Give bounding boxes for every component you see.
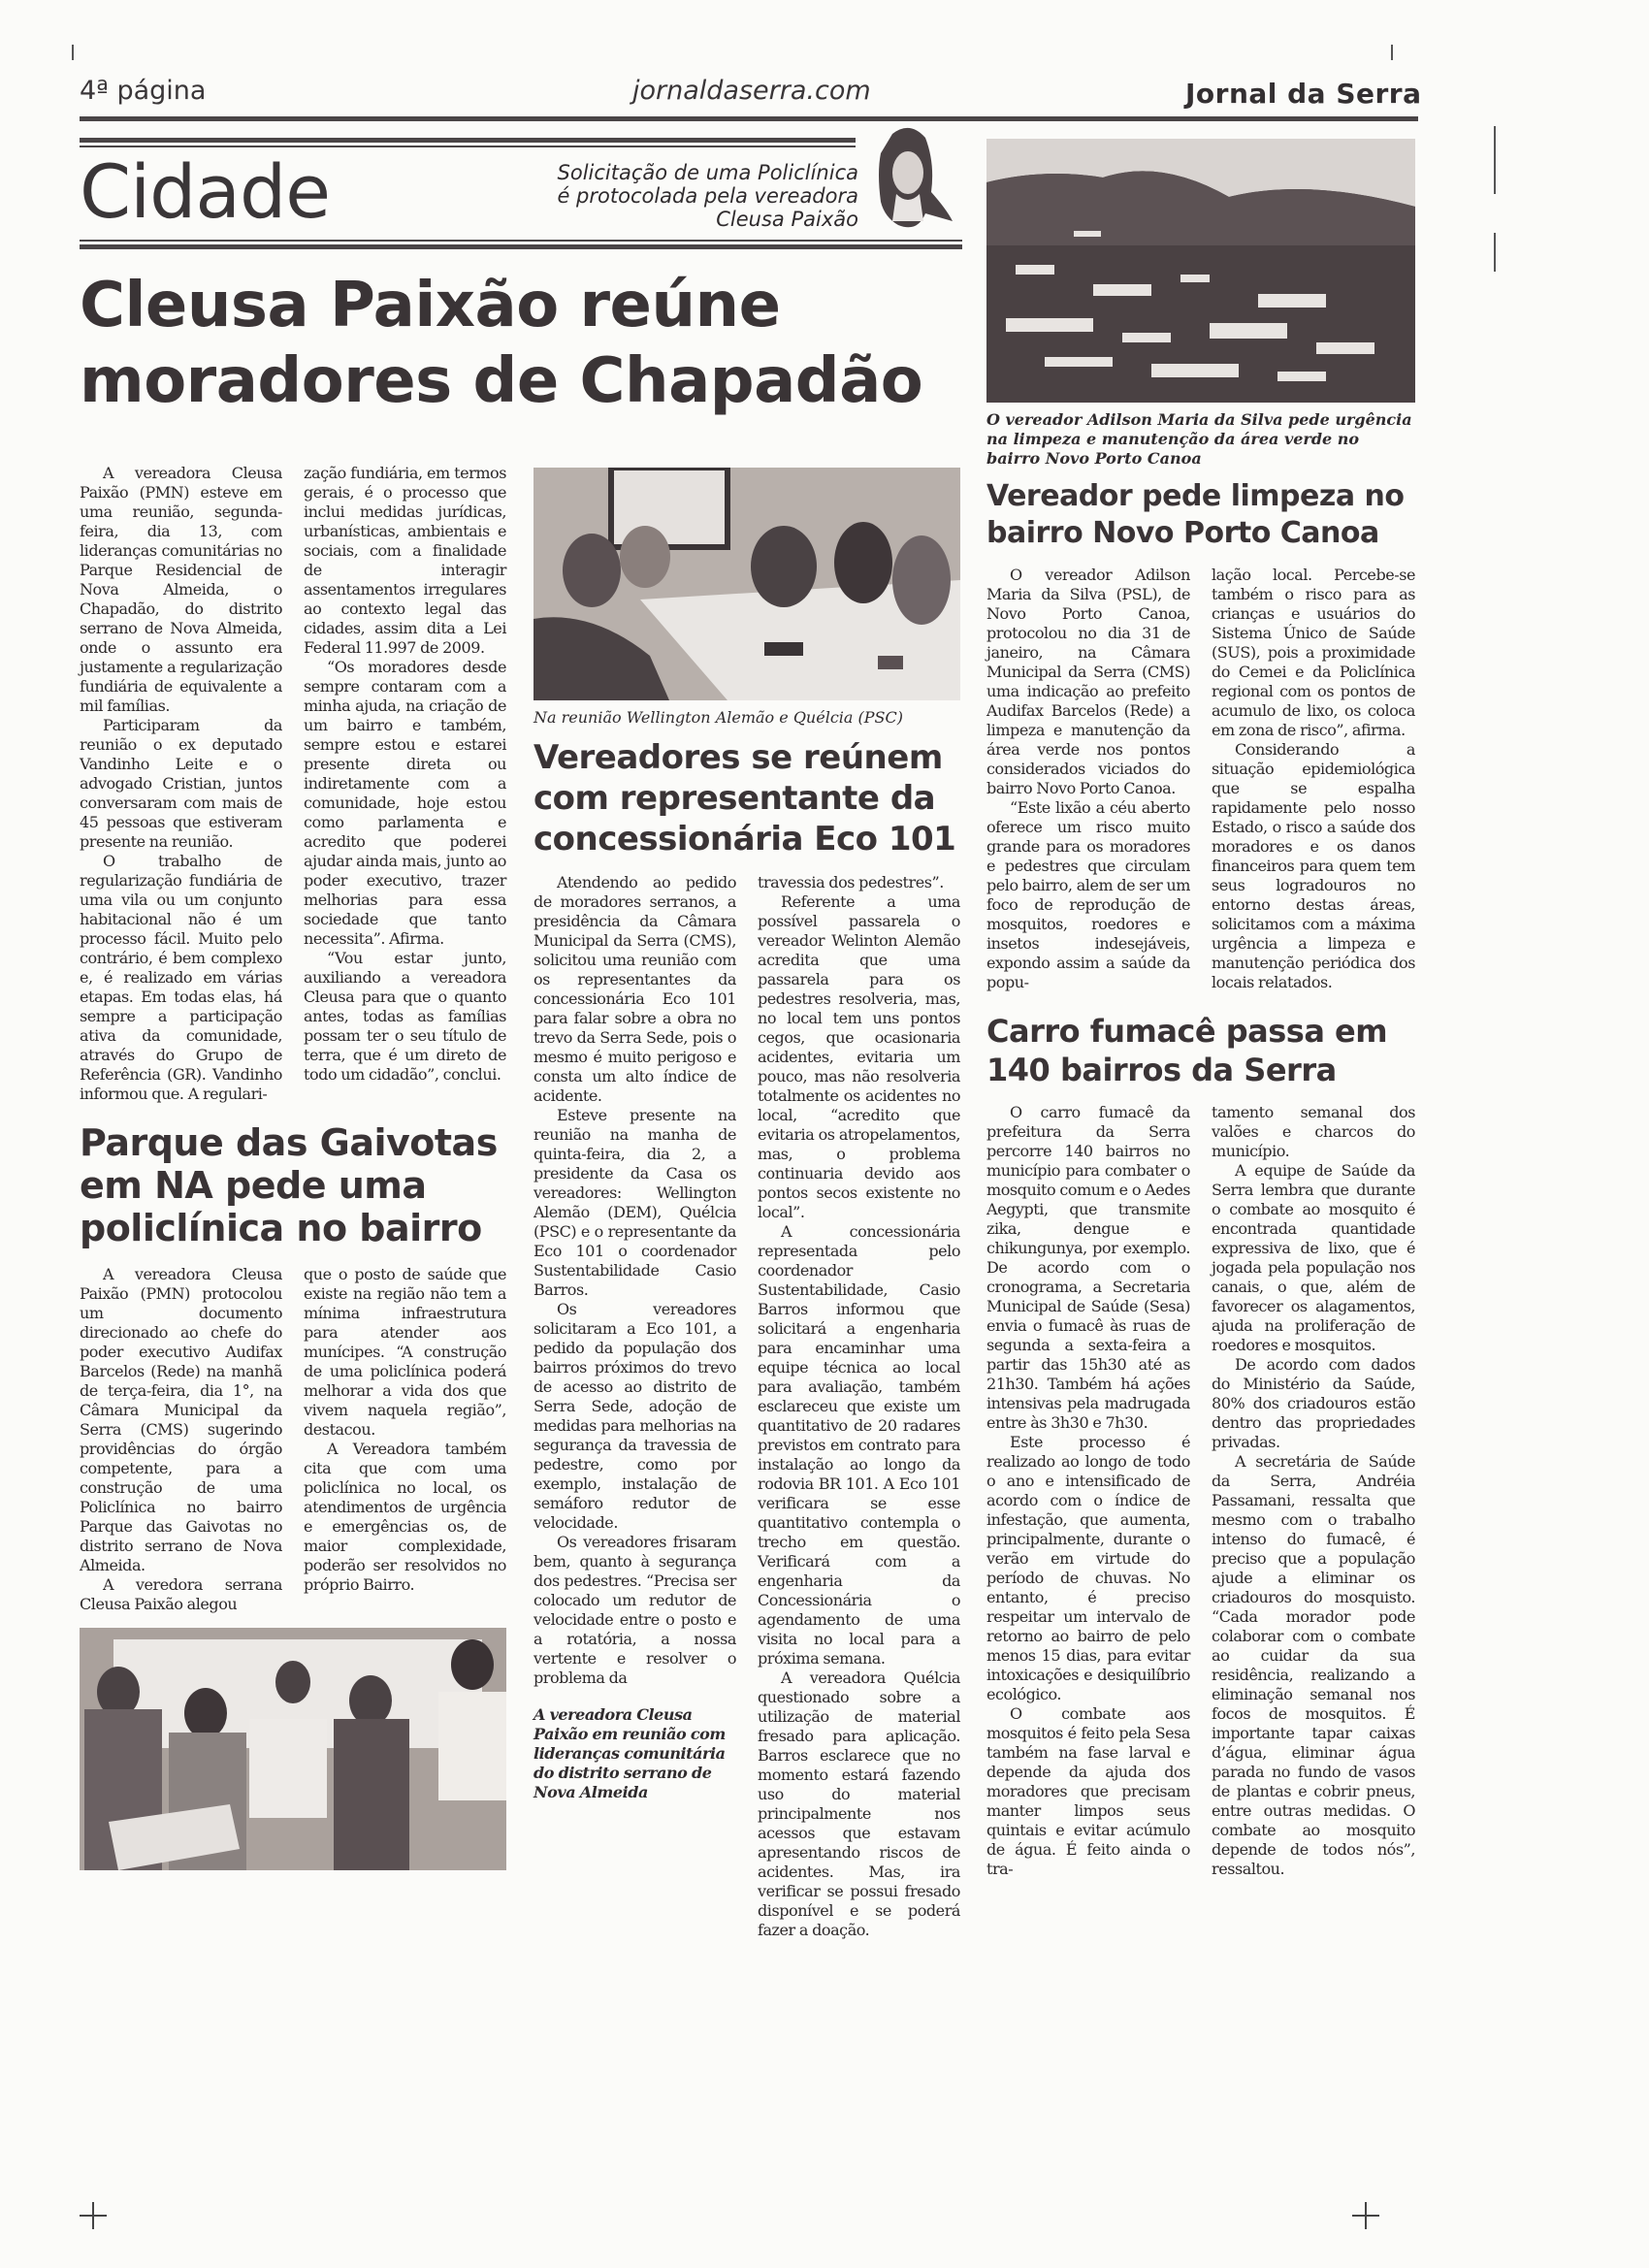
photo-caption: Na reunião Wellington Alemão e Quélcia (PSC) xyxy=(534,708,903,727)
portrait-thumbnail xyxy=(863,124,956,237)
photo-meeting-eco101 xyxy=(534,468,960,700)
article-eco101-col2 xyxy=(758,873,960,1940)
paragraph: Os vereadores frisaram bem, quanto à segurança dos pedestres. “Precisa ser colocado um redutor de velocidade entre o posto e a rotatória, a nossa vertente e resolver o problema da xyxy=(534,1533,736,1687)
crop-mark-icon xyxy=(1352,2202,1379,2229)
article-gaivotas-body xyxy=(80,1265,506,1614)
right-stack xyxy=(986,139,1415,1879)
headline-line: Cleusa Paixão reúne xyxy=(80,270,781,341)
registration-tick xyxy=(1494,126,1496,194)
paragraph: tamento semanal dos valões e charcos do município. xyxy=(1212,1103,1415,1160)
article-porto-canoa-col2 xyxy=(1212,566,1415,992)
photo-caption: O vereador Adilson Maria da Silva pede urgência na limpeza e manutenção da área verde no bairro Novo Porto Canoa xyxy=(986,410,1412,468)
middle-stack xyxy=(534,468,960,1940)
article-gaivotas-col2 xyxy=(304,1265,506,1595)
paragraph: A equipe de Saúde da Serra lembra que durante o combate ao mosquito é encontrada quantidade expressiva de lixo, que é jogada pela população nos canais, o que, além de favorecer os alagamentos, ajuda na proliferação de roedores e mosquitos. xyxy=(1212,1161,1415,1354)
headline-fumace[interactable] xyxy=(986,1012,1415,1089)
headline-line: moradores de Chapadão xyxy=(80,345,923,417)
paragraph: Participaram da reunião o ex deputado Vandinho Leite e o advogado Cristian, juntos conversaram com mais de 45 pessoas que estiveram presente na reunião. xyxy=(80,716,282,851)
section-rule-bottom xyxy=(80,244,962,249)
article-gaivotas-col1 xyxy=(80,1265,282,1614)
paragraph: Os vereadores solicitaram a Eco 101, a pedido da população dos bairros próximos do trevo de acesso ao distrito de Serra Sede, adoção de medidas para melhorias na segurança da travessia de pedestre, como por exemplo, instalação de semáforo redutor de velocidade. xyxy=(534,1300,736,1532)
headline-chapadao[interactable] xyxy=(80,268,972,419)
article-chapadao-col2 xyxy=(304,464,506,1085)
paragraph: A vereadora Quélcia questionado sobre a utilização de material fresado para aplicação. Barros esclarece que no momento estará fazendo uso do material principalmente nos acessos que estavam apresentando riscos de acidentes. Mas, ira verificar se possui fresado disponível e se poderá fazer a doação. xyxy=(758,1669,960,1939)
article-porto-canoa-col1 xyxy=(986,566,1190,992)
paragraph: Referente a uma possível passarela o vereador Welinton Alemão acredita que uma passarela para os pedestres resolveria, mas, no local tem uns pontos cegos, que ocasionaria acidentes, evitaria um pouco, mas não resolveria totalmente os acidentes no local, “acredito que evitaria os atropelamentos, mas, o problema continuaria devido aos pontos secos existente no local”. xyxy=(758,892,960,1221)
paragraph: “Vou estar junto, auxiliando a vereadora Cleusa para que o quanto antes, todas as famílias possam ter o seu título de terra, que é um direto de todo um cidadão”, conclui. xyxy=(304,949,506,1084)
page-number: 4ª página xyxy=(80,76,207,106)
teaser-line: é protocolada pela vereadora xyxy=(557,184,858,208)
paragraph: A Vereadora também cita que com uma policlínica no local, os atendimentos de urgência e emergências os, de maior complexidade, poderão ser resolvidos no próprio Bairro. xyxy=(304,1440,506,1594)
headline-line: em NA pede uma xyxy=(80,1164,427,1207)
headline-line: com representante da xyxy=(534,779,936,818)
headline-line: Vereador pede limpeza no xyxy=(986,479,1405,513)
section-rule-top-thin xyxy=(80,146,856,147)
article-porto-canoa-body xyxy=(986,566,1415,992)
paragraph: De acordo com dados do Ministério da Saúde, 80% dos criadouros estão dentro das propriedades privadas. xyxy=(1212,1355,1415,1451)
masthead-rule xyxy=(80,116,1418,121)
article-fumace-col1 xyxy=(986,1103,1190,1879)
paragraph: A concessionária representada pelo coordenador Sustentabilidade, Casio Barros informou que solicitará a engenharia para encaminhar uma equipe técnica ao local para avaliação, também esclareceu que existe um quantitativo de 20 radares previstos em contrato para instalação ao longo da rodovia BR 101. A Eco 101 verificara se esse quantitativo contempla o trecho em questão. Verificará com a engenharia da Concessionária o agendamento de uma visita no local para a próxima semana. xyxy=(758,1222,960,1668)
teaser-line: Cleusa Paixão xyxy=(716,208,858,231)
paragraph: A secretária de Saúde da Serra, Andréia Passamani, ressalta que mesmo com o trabalho intenso do fumacê, é preciso que a população ajude a eliminar os criadouros do mosquisto. “Cada morador pode colaborar com o combate ao cuidar da sua residência, realizando a eliminação semanal nos focos de mosquitos. É importante tapar caixas d’água, eliminar água parada no fundo de vasos de plantas e cobrir pneus, entre outras medidas. O combate ao mosquito depende de todos nós”, ressaltou. xyxy=(1212,1452,1415,1878)
registration-tick xyxy=(1494,233,1496,272)
section-title: Cidade xyxy=(80,148,330,235)
paragraph: A vereadora Cleusa Paixão (PMN) esteve em uma reunião, segunda-feira, dia 13, com lideranças comunitárias no Parque Residencial de Nova Almeida, o Chapadão, do distrito serrano de Nova Almeida, onde o assunto era justamente a regularização fundiária de equivalente a mil famílias. xyxy=(80,464,282,715)
paragraph: A vereadora Cleusa Paixão (PMN) protocolou um documento direcionado ao chefe do poder executivo Audifax Barcelos (Rede) na manhã de terça-feira, dia 1°, na Câmara Municipal da Serra (CMS) sugerindo providências do órgão competente, para a construção de uma Policlínica no bairro Parque das Gaivotas no distrito serrano de Nova Almeida. xyxy=(80,1265,282,1574)
paragraph: “Este lixão a céu aberto oferece um risco muito grande para os moradores e pedestres que circulam pelo bairro, alem de ser um foco de reprodução de mosquitos, roedores e insetos indesejáveis, expondo assim a saúde da popu- xyxy=(986,798,1190,991)
paragraph: Esteve presente na reunião na manha de quinta-feira, dia 2, a presidente da Casa os vereadores: Wellington Alemão (DEM), Quélcia (PSC) e o representante da Eco 101 o coordenador Sustentabilidade Casio Barros. xyxy=(534,1106,736,1299)
newspaper-name: Jornal da Serra xyxy=(1185,78,1422,110)
registration-tick xyxy=(72,45,74,60)
paragraph: A veredora serrana Cleusa Paixão alegou xyxy=(80,1575,282,1613)
article-eco101-col1 xyxy=(534,873,736,1802)
registration-tick xyxy=(1391,45,1393,60)
headline-line: 140 bairros da Serra xyxy=(986,1052,1337,1088)
paragraph: O combate aos mosquitos é feito pela Sesa também na fase larval e depende da ajuda dos moradores que precisam manter limpos seus quintais e evitar acúmulo de água. É feito ainda o tra- xyxy=(986,1704,1190,1878)
headline-line: Parque das Gaivotas xyxy=(80,1121,498,1164)
article-chapadao-col1 xyxy=(80,464,282,1104)
section-rule-top xyxy=(80,138,856,143)
headline-line: policlínica no bairro xyxy=(80,1207,482,1249)
teaser-line: Solicitação de uma Policlínica xyxy=(557,161,858,184)
headline-line: concessionária Eco 101 xyxy=(534,820,956,859)
article-fumace-col2 xyxy=(1212,1103,1415,1879)
paragraph: Considerando a situação epidemiológica que se espalha rapidamente pelo nosso Estado, o risco a saúde dos moradores e os danos financeiros para quem tem seus logradouros no entorno destas áreas, solicitamos com a máxima urgência a limpeza e manutenção periódica dos locais relatados. xyxy=(1212,740,1415,991)
photo-community-meeting xyxy=(80,1628,506,1870)
article-fumace-body xyxy=(986,1103,1415,1879)
section-rule-bottom-thin xyxy=(80,240,962,242)
paragraph: O vereador Adilson Maria da Silva (PSL), de Novo Porto Canoa, protocolou no dia 31 de janeiro, na Câmara Municipal da Serra (CMS) uma indicação ao prefeito Audifax Barcelos (Rede) a limpeza e manutenção da área verde nos pontos considerados viciados do bairro Novo Porto Canoa. xyxy=(986,566,1190,797)
paragraph: “Os moradores desde sempre contaram com a minha ajuda, na criação de um bairro e também, sempre estou e estarei presente direta ou indiretamente com a comunidade, hoje estou como parlamenta e acredito que poderei ajudar ainda mais, junto ao poder executivo, trazer melhorias para essa sociedade que tanto necessita”. Afirma. xyxy=(304,658,506,948)
paragraph: O trabalho de regularização fundiária de uma vila ou um conjunto habitacional não é um processo fácil. Muito pelo contrário, é bem complexo e, é realizado em várias etapas. Em todas elas, há sempre a participação ativa da comunidade, através do Grupo de Referência (GR). Vandinho informou que. A regulari- xyxy=(80,852,282,1103)
teaser[interactable] xyxy=(504,161,858,231)
photo-caption: A vereadora Cleusa Paixão em reunião com lideranças comunitária do distrito serrano de Nova Almeida xyxy=(534,1705,726,1801)
left-stack xyxy=(80,464,506,1870)
headline-line: bairro Novo Porto Canoa xyxy=(986,516,1379,550)
article-chapadao-body xyxy=(80,464,506,1104)
headline-porto-canoa[interactable] xyxy=(986,478,1415,552)
photo-trash-area xyxy=(986,139,1415,403)
article-eco101-body xyxy=(534,873,960,1940)
paragraph: Este processo é realizado ao longo de todo o ano e intensificado de acordo com o índice de infestação, que aumenta, principalmente, durante o verão em virtude do período de chuvas. No entanto, é preciso respeitar um intervalo de retorno ao bairro de pelo menos 15 dias, para evitar intoxicações e desiquilíbrio ecológico. xyxy=(986,1433,1190,1703)
paragraph: lação local. Percebe-se também o risco para as crianças e usuários do Sistema Único de Saúde (SUS), pois a proximidade do Cemei e da Policlínica regional com os pontos de acumulo de lixo, os coloca em zona de risco”, afirma. xyxy=(1212,566,1415,739)
headline-line: Vereadores se reúnem xyxy=(534,738,943,777)
headline-eco101[interactable] xyxy=(534,737,960,859)
crop-mark-icon xyxy=(80,2202,107,2229)
website-url: jornaldaserra.com xyxy=(632,76,871,106)
paragraph: que o posto de saúde que existe na região não tem a mínima infraestrutura para atender aos munícipes. “A construção de uma policlínica poderá melhorar a vida dos que vivem naquela região”, destacou. xyxy=(304,1265,506,1439)
paragraph: Atendendo ao pedido de moradores serranos, a presidência da Câmara Municipal da Serra (CMS), solicitou uma reunião com os representantes da concessionária Eco 101 para falar sobre a obra no trevo da Serra Sede, pois o mesmo é muito perigoso e consta um alto índice de acidente. xyxy=(534,873,736,1105)
paragraph: O carro fumacê da prefeitura da Serra percorre 140 bairros no município para combater o mosquito comum e o Aedes Aegypti, que transmite zika, dengue e chikungunya, por exemplo. De acordo com o cronograma, a Secretaria Municipal de Saúde (Sesa) envia o fumacê às ruas de segunda a sexta-feira a partir das 15h30 até as 21h30. Também há ações intensivas pela madrugada entre às 3h30 e 7h30. xyxy=(986,1103,1190,1432)
paragraph: zação fundiária, em termos gerais, é o processo que inclui medidas jurídicas, urbanísticas, ambientais e sociais, com a finalidade de interagir assentamentos irregulares ao contexto legal das cidades, assim dita a Lei Federal 11.997 de 2009. xyxy=(304,464,506,657)
paragraph: travessia dos pedestres”. xyxy=(758,873,944,891)
headline-gaivotas[interactable] xyxy=(80,1121,506,1249)
headline-line: Carro fumacê passa em xyxy=(986,1013,1388,1050)
